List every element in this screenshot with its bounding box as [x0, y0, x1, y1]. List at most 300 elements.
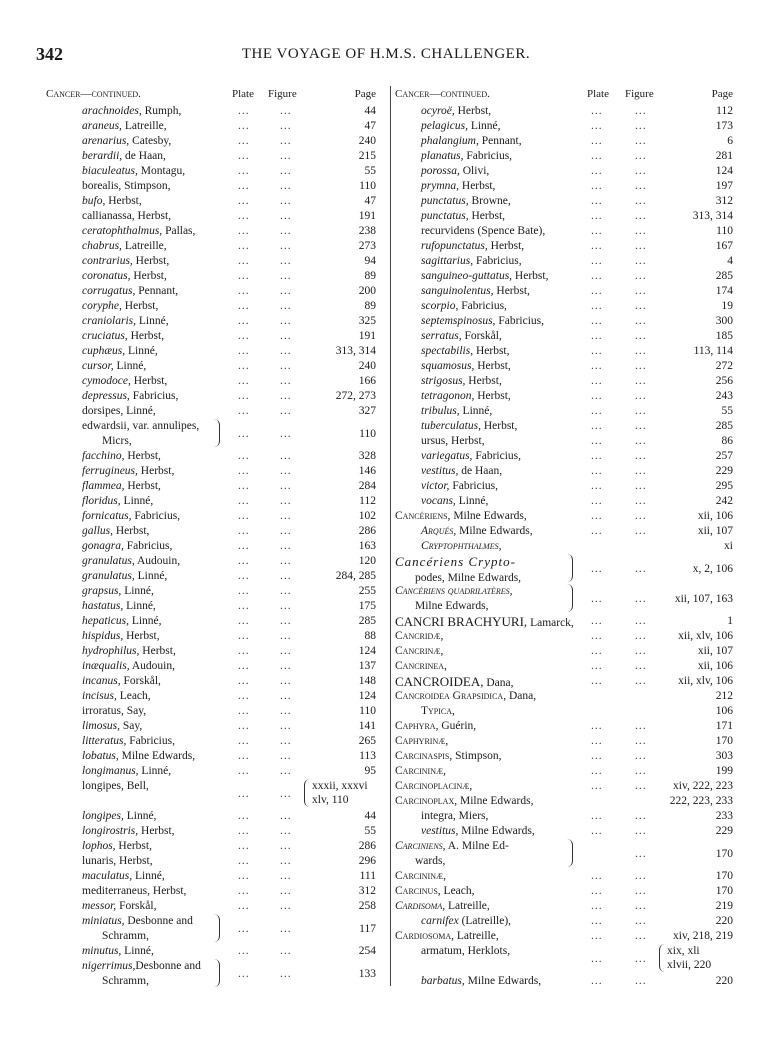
- authority: Dana,: [506, 690, 537, 702]
- index-entry: [46, 749, 378, 764]
- brace-mark: [214, 914, 220, 942]
- plate-value: ...: [238, 300, 250, 312]
- entry-name: [395, 509, 527, 524]
- species-name: hastatus,: [82, 600, 124, 612]
- entry-name: [421, 464, 502, 479]
- index-entry: [46, 779, 378, 809]
- page-value: 47: [364, 120, 376, 132]
- figure-value: ...: [280, 810, 292, 822]
- authority: Fabricius,: [463, 150, 513, 162]
- entry-name: [421, 809, 488, 824]
- index-entry: [46, 389, 378, 404]
- index-entry: [46, 314, 378, 329]
- figure-value: ...: [635, 765, 647, 777]
- species-name: barbatus,: [421, 975, 465, 987]
- entry-continuation: Schramm,: [102, 930, 149, 942]
- figure-value: ...: [635, 165, 647, 177]
- entry-name: [82, 734, 175, 749]
- species-name: victor,: [421, 480, 450, 492]
- taxon-name: Cryptophthalmes,: [421, 540, 502, 552]
- page-value: 1: [727, 615, 733, 627]
- page-value: 19: [721, 300, 733, 312]
- authority: Olivi,: [459, 165, 490, 177]
- page-value: 175: [358, 600, 376, 612]
- plate-value: ...: [591, 360, 603, 372]
- index-entry: [395, 299, 735, 314]
- species-name: hepaticus,: [82, 615, 129, 627]
- entry-name: [395, 764, 446, 779]
- figure-value: ...: [635, 405, 647, 417]
- entry-name: [82, 869, 165, 884]
- index-entry: [46, 884, 378, 899]
- page-value: 313, 314: [692, 210, 733, 222]
- page-value: 303: [715, 750, 733, 762]
- plate-value: ...: [591, 315, 603, 327]
- authority: Browne,: [468, 195, 511, 207]
- page-value-line: xlv, 110: [312, 794, 349, 806]
- index-entry: [46, 959, 378, 989]
- authority: (Latreille),: [458, 915, 512, 927]
- index-entry: [395, 659, 735, 674]
- figure-value: ...: [635, 270, 647, 282]
- entry-name: [395, 899, 490, 914]
- authority: Milne Edwards,: [464, 975, 542, 987]
- authority: Latreille,: [454, 930, 499, 942]
- plate-value: ...: [591, 735, 603, 747]
- species-name: spectabilis,: [421, 345, 474, 357]
- entry-name: [395, 584, 513, 614]
- page-value-line: xix, xli: [667, 945, 700, 957]
- plate-header: Plate: [587, 88, 609, 100]
- page-value: 55: [364, 825, 376, 837]
- entry-name: [421, 524, 533, 539]
- authority: dorsipes, Linné,: [82, 405, 156, 417]
- entry-name: [82, 839, 152, 854]
- index-entry: [395, 434, 735, 449]
- authority: Linné,: [121, 945, 154, 957]
- authority: Leach,: [440, 885, 475, 897]
- index-entry: [46, 674, 378, 689]
- species-name: longipes,: [82, 810, 124, 822]
- page-value: 170: [715, 885, 733, 897]
- figure-value: ...: [635, 450, 647, 462]
- figure-value: ...: [280, 788, 292, 800]
- species-name: lobatus,: [82, 750, 119, 762]
- page-value: 55: [721, 405, 733, 417]
- figure-value: ...: [635, 615, 647, 627]
- index-entry: [395, 719, 735, 734]
- entry-name: [395, 689, 536, 704]
- authority: Linné,: [467, 120, 501, 132]
- authority: Herbst,: [127, 330, 165, 342]
- figure-value: ...: [635, 593, 647, 605]
- plate-value: ...: [591, 645, 603, 657]
- figure-value: ...: [280, 945, 292, 957]
- species-name: strigosus,: [421, 375, 466, 387]
- figure-value: ...: [635, 810, 647, 822]
- page-value: 44: [364, 810, 376, 822]
- taxon-name: Carcinoplacinæ,: [395, 780, 473, 792]
- index-entry: [395, 689, 735, 704]
- plate-value: ...: [238, 870, 250, 882]
- figure-value: ...: [280, 465, 292, 477]
- entry-name: [82, 599, 156, 614]
- index-entry: [395, 314, 735, 329]
- entry-name: [82, 464, 174, 479]
- plate-value: ...: [238, 480, 250, 492]
- page-value: x, 2, 106: [692, 563, 733, 575]
- plate-value: ...: [591, 105, 603, 117]
- figure-value: ...: [635, 750, 647, 762]
- plate-value: ...: [238, 428, 250, 440]
- plate-value: ...: [591, 270, 603, 282]
- entry-name: [395, 929, 499, 944]
- figure-value: ...: [635, 563, 647, 575]
- taxon-name: Arqués,: [421, 525, 457, 537]
- authority: Forskål,: [116, 900, 157, 912]
- species-name: chabrus,: [82, 240, 122, 252]
- figure-value: ...: [280, 750, 292, 762]
- entry-name: [82, 944, 154, 959]
- figure-value: ...: [635, 255, 647, 267]
- plate-value: ...: [238, 750, 250, 762]
- species-name: araneus,: [82, 120, 122, 132]
- entry-name: [82, 419, 199, 449]
- authority: Linné,: [136, 315, 169, 327]
- page-value: 222, 223, 233: [669, 795, 733, 807]
- index-entry: [46, 569, 378, 584]
- plate-value: ...: [238, 885, 250, 897]
- entry-name: [395, 644, 443, 659]
- plate-value: ...: [591, 150, 603, 162]
- species-name: lophos,: [82, 840, 116, 852]
- authority: Herbst,: [493, 285, 530, 297]
- index-entry: [46, 269, 378, 284]
- figure-value: ...: [280, 885, 292, 897]
- plate-value: ...: [238, 840, 250, 852]
- page-value: 233: [715, 810, 733, 822]
- authority: Herbst,: [474, 360, 511, 372]
- page-value: 229: [715, 465, 733, 477]
- page-number: 342: [36, 44, 63, 64]
- plate-value: ...: [238, 705, 250, 717]
- page-value: xii, 107: [697, 525, 733, 537]
- authority: Fabricius,: [472, 450, 521, 462]
- figure-value: ...: [635, 870, 647, 882]
- entry-continuation: podes, Milne Edwards,: [415, 572, 522, 584]
- figure-value: ...: [280, 923, 292, 935]
- authority: Herbst,: [124, 450, 161, 462]
- page-value: 240: [358, 360, 376, 372]
- figure-value: ...: [635, 495, 647, 507]
- page-value: 185: [715, 330, 733, 342]
- species-name: berardii,: [82, 150, 123, 162]
- page-value: 284: [358, 480, 376, 492]
- taxon-name: Carciniens,: [395, 840, 446, 852]
- figure-value: ...: [635, 345, 647, 357]
- entry-name: [82, 494, 153, 509]
- authority: Fabricius,: [126, 735, 175, 747]
- entry-name: [82, 389, 178, 404]
- entry-name: [82, 629, 160, 644]
- page-value: 229: [715, 825, 733, 837]
- species-name: tuberculatus,: [421, 420, 481, 432]
- figure-value: ...: [635, 645, 647, 657]
- page-value: 173: [715, 120, 733, 132]
- entry-name: [82, 959, 201, 989]
- figure-value: ...: [280, 825, 292, 837]
- entry-name: [421, 494, 488, 509]
- species-name: scorpio,: [421, 300, 459, 312]
- figure-value: ...: [635, 465, 647, 477]
- species-name: ferrugineus,: [82, 465, 138, 477]
- page-value: 255: [358, 585, 376, 597]
- page-value: xii, 106: [697, 660, 733, 672]
- species-name: incanus,: [82, 675, 121, 687]
- figure-value: ...: [280, 330, 292, 342]
- entry-name: [82, 284, 178, 299]
- species-name: hispidus,: [82, 630, 124, 642]
- page-value: 124: [715, 165, 733, 177]
- index-entry: [395, 254, 735, 269]
- index-entry: [46, 659, 378, 674]
- index-entry: [46, 539, 378, 554]
- index-entry: [46, 224, 378, 239]
- taxon-name: Carcininæ,: [395, 765, 446, 777]
- plate-value: ...: [238, 900, 250, 912]
- authority: Linné,: [120, 495, 154, 507]
- plate-value: ...: [238, 120, 250, 132]
- species-name: hydrophilus,: [82, 645, 140, 657]
- page-value: 219: [715, 900, 733, 912]
- figure-value: ...: [280, 375, 292, 387]
- index-entry: [46, 764, 378, 779]
- page-header: [36, 44, 736, 66]
- index-entry: [395, 884, 735, 899]
- entry-name: [421, 419, 517, 434]
- entry-name: [82, 809, 156, 824]
- index-entry: [395, 329, 735, 344]
- entry-name: [421, 179, 495, 194]
- plate-value: ...: [591, 915, 603, 927]
- species-name: minutus,: [82, 945, 122, 957]
- page-value: 112: [716, 105, 733, 117]
- page-value: 95: [364, 765, 376, 777]
- brace-mark: [659, 944, 665, 972]
- species-name: messor,: [82, 900, 117, 912]
- species-name: facchino,: [82, 450, 125, 462]
- entry-name: [421, 239, 524, 254]
- species-name: punctatus,: [421, 195, 469, 207]
- figure-value: ...: [280, 600, 292, 612]
- authority: Linné,: [125, 345, 158, 357]
- figure-value: ...: [635, 675, 647, 687]
- page-value: 285: [358, 615, 376, 627]
- authority: Dana,: [483, 677, 514, 689]
- figure-value: ...: [280, 735, 292, 747]
- plate-value: ...: [238, 540, 250, 552]
- index-entry: [395, 224, 735, 239]
- index-entry: [395, 359, 735, 374]
- plate-value: ...: [238, 285, 250, 297]
- brace-mark: [567, 839, 573, 867]
- entry-name: [82, 149, 166, 164]
- species-name: punctatus,: [421, 210, 469, 222]
- authority: Lamarck,: [527, 617, 574, 629]
- index-entry: [46, 374, 378, 389]
- authority: Herbst,: [124, 480, 161, 492]
- index-entry: [395, 404, 735, 419]
- authority: Guérin,: [438, 720, 477, 732]
- species-name: coryphe,: [82, 300, 122, 312]
- authority: Herbst,: [468, 210, 506, 222]
- page-value: [312, 779, 368, 807]
- figure-value: ...: [280, 428, 292, 440]
- plate-value: ...: [591, 180, 603, 192]
- index-entry: [395, 284, 735, 299]
- authority: Milne Edwards,: [450, 510, 527, 522]
- index-entry: [46, 584, 378, 599]
- entry-name: [82, 269, 167, 284]
- species-name: vestitus,: [421, 825, 459, 837]
- entry-name: [82, 194, 142, 209]
- index-entry: [395, 704, 735, 719]
- entry-name: [421, 299, 507, 314]
- authority: Herbst,: [137, 465, 175, 477]
- index-entry: [395, 974, 735, 989]
- species-name: floridus,: [82, 495, 121, 507]
- index-entry: [395, 344, 735, 359]
- entry-name: [82, 824, 175, 839]
- plate-value: ...: [238, 510, 250, 522]
- entry-name: [421, 539, 501, 554]
- species-name: cruciatus,: [82, 330, 128, 342]
- plate-value: ...: [591, 593, 603, 605]
- entry-name: [421, 194, 511, 209]
- plate-value: ...: [238, 690, 250, 702]
- authority: recurvidens (Spence Bate),: [421, 225, 546, 237]
- page-value: 170: [715, 735, 733, 747]
- index-entry: [395, 389, 735, 404]
- species-name: nigerrimus,: [82, 960, 136, 972]
- figure-value: ...: [635, 780, 647, 792]
- page-value: 286: [358, 525, 376, 537]
- entry-name: [82, 539, 172, 554]
- page-value: 89: [364, 270, 376, 282]
- plate-value: ...: [591, 465, 603, 477]
- entry-name: [82, 254, 169, 269]
- page-value: 328: [358, 450, 376, 462]
- authority: Rumph,: [141, 105, 182, 117]
- index-entry: [395, 644, 735, 659]
- index-column-left: [46, 86, 378, 986]
- entry-name: [421, 449, 521, 464]
- figure-value: ...: [280, 495, 292, 507]
- page-value: 120: [358, 555, 376, 567]
- page-value: 94: [364, 255, 376, 267]
- taxon-name: Cancroidea Grapsidica,: [395, 690, 507, 702]
- figure-value: ...: [280, 968, 292, 980]
- figure-value: ...: [280, 180, 292, 192]
- index-entry: [395, 614, 735, 629]
- authority: Milne Edwards,: [458, 825, 535, 837]
- species-name: pelagicus,: [421, 120, 468, 132]
- entry-name: [82, 344, 158, 359]
- page-value: 242: [715, 495, 733, 507]
- figure-value: ...: [280, 135, 292, 147]
- page-value: 286: [358, 840, 376, 852]
- authority: integra, Miers,: [421, 810, 489, 822]
- plate-value: ...: [238, 135, 250, 147]
- entry-name: [82, 719, 142, 734]
- brace-mark: [214, 959, 220, 987]
- plate-value: ...: [238, 315, 250, 327]
- plate-value: ...: [238, 180, 250, 192]
- index-entry: [46, 194, 378, 209]
- plate-value: ...: [591, 720, 603, 732]
- index-entry: [395, 179, 735, 194]
- page-value-line: xxxii, xxxvi: [312, 780, 368, 792]
- index-entry: [46, 554, 378, 569]
- entry-name: [82, 779, 149, 794]
- plate-value: ...: [238, 390, 250, 402]
- authority: Forskål,: [461, 330, 502, 342]
- page-value: 106: [715, 705, 733, 717]
- entry-name: [82, 584, 154, 599]
- plate-value: ...: [238, 720, 250, 732]
- figure-value: ...: [635, 390, 647, 402]
- entry-name: [421, 359, 511, 374]
- plate-value: ...: [238, 923, 250, 935]
- species-name: cursor,: [82, 360, 114, 372]
- index-entry: [395, 539, 735, 554]
- figure-value: ...: [635, 930, 647, 942]
- authority: Linné,: [134, 570, 168, 582]
- authority: Linné,: [459, 405, 493, 417]
- plate-value: ...: [591, 375, 603, 387]
- page-value: xii, 107, 163: [674, 593, 733, 605]
- species-name: litteratus,: [82, 735, 127, 747]
- species-name: depressus,: [82, 390, 130, 402]
- plate-value: ...: [591, 345, 603, 357]
- authority: Desbonne and: [124, 915, 193, 927]
- page-value: xii, xlv, 106: [678, 675, 733, 687]
- brace-mark: [304, 779, 310, 807]
- entry-name: [395, 749, 501, 764]
- index-entry: [395, 794, 735, 809]
- page-value: 272, 273: [335, 390, 376, 402]
- entry-continuation: Schramm,: [102, 975, 149, 987]
- page-value: 313, 314: [335, 345, 376, 357]
- page-value: 4: [727, 255, 733, 267]
- page-value: 117: [359, 923, 376, 935]
- entry-name: [82, 359, 146, 374]
- entry-name: [421, 479, 498, 494]
- species-name: fornicatus,: [82, 510, 132, 522]
- figure-value: ...: [635, 240, 647, 252]
- plate-value: ...: [591, 675, 603, 687]
- page-value: 133: [358, 968, 376, 980]
- plate-value: ...: [591, 510, 603, 522]
- page-value: 110: [359, 705, 376, 717]
- entry-name: [82, 569, 167, 584]
- page-value: 141: [358, 720, 376, 732]
- index-entries: [395, 104, 735, 989]
- plate-value: ...: [591, 285, 603, 297]
- plate-value: ...: [238, 405, 250, 417]
- figure-value: ...: [280, 390, 292, 402]
- authority: Montagu,: [137, 165, 186, 177]
